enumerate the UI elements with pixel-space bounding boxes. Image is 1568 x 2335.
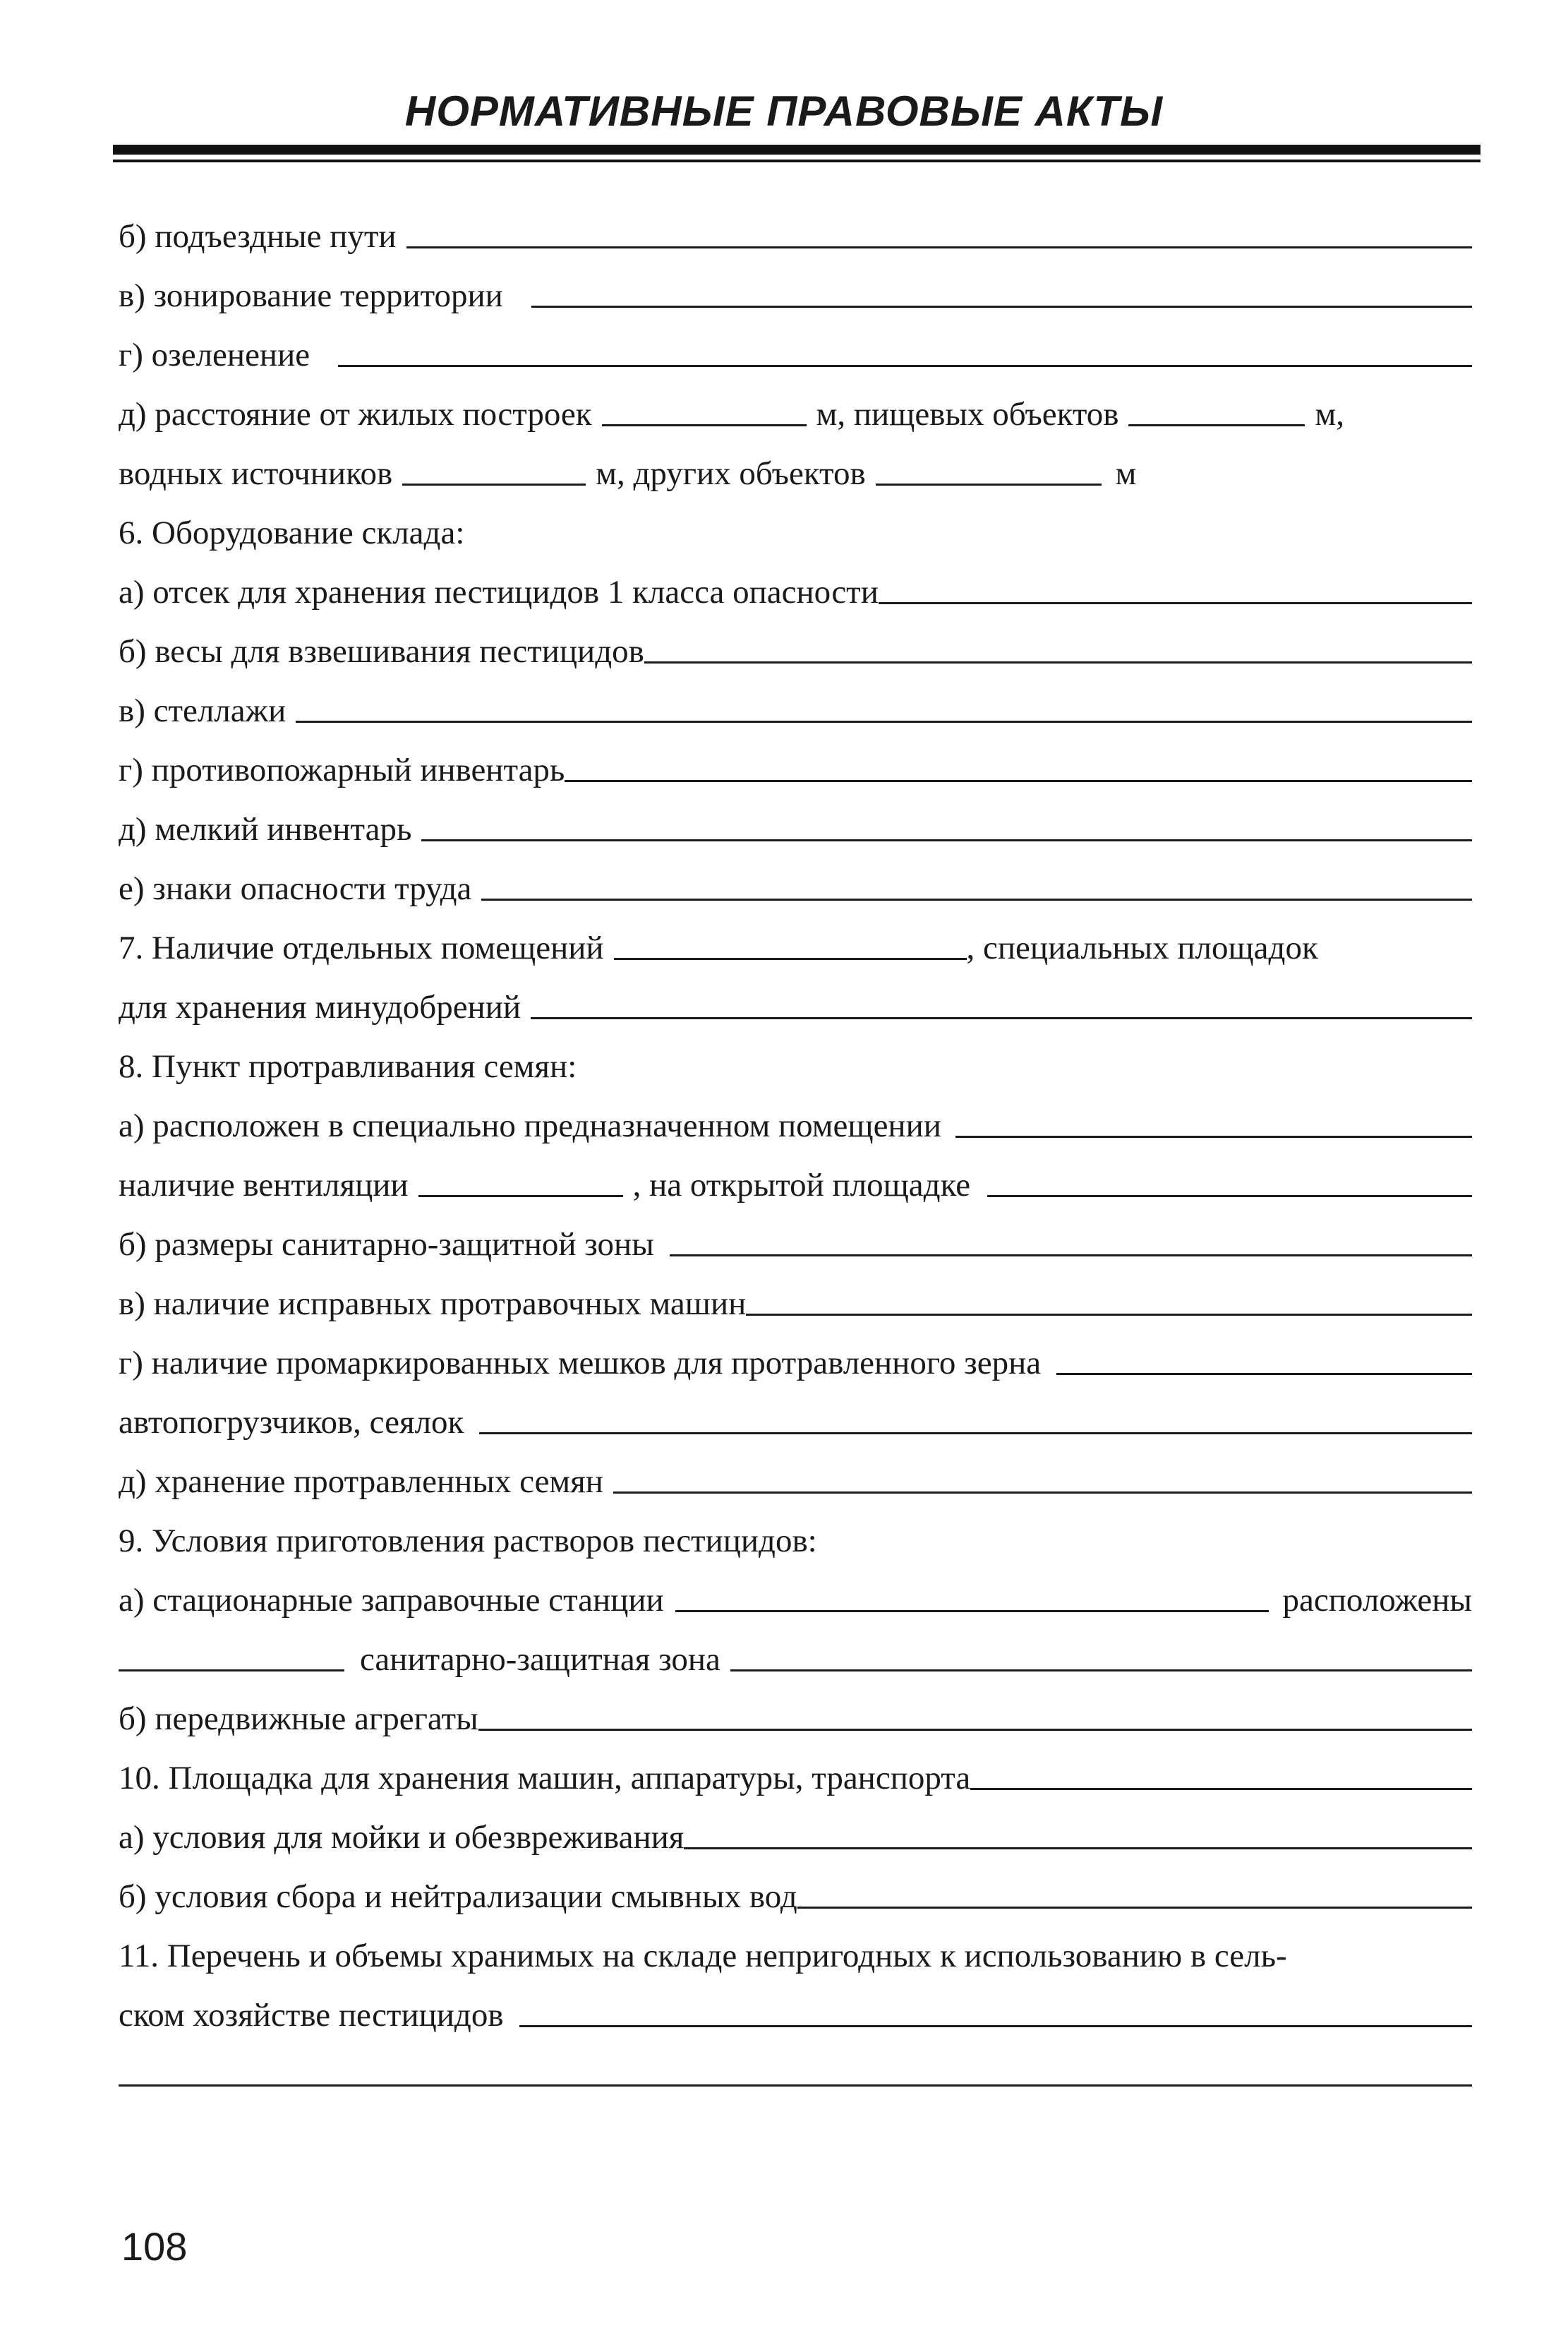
form-line — [119, 1679, 1472, 1738]
line-label: автопогрузчиков, сеялок — [119, 1404, 464, 1441]
line-label: м, пищевых объектов — [816, 396, 1119, 433]
form-line — [119, 908, 1472, 967]
line-label: б) размеры санитарно-защитной зоны — [119, 1226, 654, 1263]
line-label: 7. Наличие отдельных помещений — [119, 930, 604, 967]
page-number: 108 — [121, 2224, 188, 2269]
form-line — [119, 1797, 1472, 1856]
fill-in-blank[interactable] — [987, 1195, 1472, 1197]
line-label: расположены — [1282, 1582, 1472, 1619]
form-line — [119, 1382, 1472, 1441]
line-label: а) отсек для хранения пестицидов 1 класса опасности — [119, 574, 879, 611]
fill-in-blank[interactable] — [613, 1491, 1472, 1494]
form-line — [119, 1560, 1472, 1619]
fill-in-blank[interactable] — [879, 602, 1472, 604]
form-line — [119, 315, 1472, 374]
fill-in-blank[interactable] — [421, 839, 1472, 841]
fill-in-blank[interactable] — [479, 1432, 1472, 1434]
section-heading: 6. Оборудование склада: — [119, 515, 465, 552]
fill-in-blank[interactable] — [670, 1254, 1472, 1256]
form-line — [119, 1145, 1472, 1204]
line-label: м — [1115, 455, 1137, 493]
line-label: г) противопожарный инвентарь — [119, 752, 565, 789]
fill-in-blank[interactable] — [970, 1788, 1472, 1790]
line-label: , специальных площадок — [966, 930, 1318, 967]
line-label: в) наличие исправных протравочных машин — [119, 1285, 747, 1323]
line-label: б) подъездные пути — [119, 218, 397, 256]
fill-in-blank[interactable] — [614, 958, 967, 960]
line-label: м, — [1315, 396, 1344, 433]
form-line — [119, 1916, 1472, 1975]
fill-in-blank[interactable] — [119, 1669, 344, 1671]
line-label: , на открытой площадке — [632, 1167, 971, 1204]
header-rule-thick — [113, 145, 1480, 155]
form-line — [119, 1738, 1472, 1797]
form-line — [119, 2034, 1472, 2094]
fill-in-blank[interactable] — [675, 1610, 1269, 1612]
form-line — [119, 433, 1472, 493]
line-label: для хранения минудобрений — [119, 989, 521, 1026]
form-line — [119, 1204, 1472, 1263]
line-label: наличие вентиляции — [119, 1167, 409, 1204]
form-line — [119, 611, 1472, 671]
form-line — [119, 1975, 1472, 2034]
fill-in-blank[interactable] — [876, 484, 1102, 486]
form-line — [119, 1619, 1472, 1679]
fill-in-blank[interactable] — [602, 424, 807, 426]
line-label: а) условия для мойки и обезвреживания — [119, 1819, 685, 1856]
form-line — [119, 1263, 1472, 1323]
form-line — [119, 256, 1472, 315]
fill-in-blank[interactable] — [402, 484, 586, 486]
form-line — [119, 1086, 1472, 1145]
form-line — [119, 1856, 1472, 1916]
page-header-title: НОРМАТИВНЫЕ ПРАВОВЫЕ АКТЫ — [404, 88, 1164, 135]
form-line — [119, 1323, 1472, 1382]
fill-in-blank[interactable] — [418, 1195, 623, 1197]
line-label: д) хранение протравленных семян — [119, 1463, 603, 1501]
line-label: санитарно-защитная зона — [360, 1641, 720, 1679]
line-label: в) стеллажи — [119, 692, 287, 730]
fill-in-blank[interactable] — [481, 899, 1472, 901]
fill-in-blank[interactable] — [1128, 424, 1305, 426]
form-line — [119, 848, 1472, 908]
line-label: а) расположен в специально предназначенном помещении — [119, 1108, 941, 1145]
line-label: в) зонирование территории — [119, 277, 503, 315]
section-heading: 8. Пункт протравливания семян: — [119, 1048, 577, 1086]
fill-in-blank[interactable] — [531, 306, 1472, 308]
form-line — [119, 789, 1472, 848]
form-line — [119, 493, 1472, 552]
fill-in-blank[interactable] — [531, 1017, 1472, 1019]
fill-in-blank[interactable] — [955, 1136, 1472, 1138]
section-heading: 9. Условия приготовления растворов пестицидов: — [119, 1523, 817, 1560]
fill-in-blank[interactable] — [644, 661, 1472, 664]
fill-in-blank[interactable] — [519, 2025, 1472, 2027]
section-heading: 11. Перечень и объемы хранимых на складе непригодных к использованию в сель- — [119, 1938, 1287, 1975]
line-label: г) наличие промаркированных мешков для протравленного зерна — [119, 1345, 1042, 1382]
fill-in-blank[interactable] — [338, 365, 1472, 367]
form-line — [119, 374, 1472, 433]
fill-in-blank[interactable] — [565, 780, 1472, 782]
line-label: е) знаки опасности труда — [119, 870, 472, 908]
line-label: д) расстояние от жилых построек — [119, 396, 592, 433]
header-rule-thin — [113, 160, 1480, 162]
line-label: д) мелкий инвентарь — [119, 811, 412, 848]
fill-in-blank[interactable] — [1056, 1373, 1472, 1375]
fill-in-blank[interactable] — [478, 1729, 1472, 1731]
line-label: г) озеленение — [119, 337, 310, 374]
line-label: а) стационарные заправочные станции — [119, 1582, 664, 1619]
form-line — [119, 967, 1472, 1026]
fill-in-blank[interactable] — [797, 1907, 1472, 1909]
form-line — [119, 671, 1472, 730]
form-line — [119, 730, 1472, 789]
form-body — [119, 196, 1472, 2094]
form-line — [119, 1026, 1472, 1086]
section-heading: 10. Площадка для хранения машин, аппаратуры, транспорта — [119, 1760, 971, 1797]
line-label: ском хозяйстве пестицидов — [119, 1997, 504, 2034]
line-label: б) передвижные агрегаты — [119, 1700, 478, 1738]
form-line — [119, 1501, 1472, 1560]
fill-in-blank[interactable] — [746, 1314, 1472, 1316]
fill-in-blank[interactable] — [296, 721, 1472, 723]
fill-in-blank[interactable] — [684, 1847, 1472, 1849]
line-label: б) условия сбора и нейтрализации смывных вод — [119, 1878, 797, 1916]
fill-in-blank[interactable] — [406, 246, 1472, 248]
form-line — [119, 552, 1472, 611]
line-label: водных источников — [119, 455, 393, 493]
fill-in-blank[interactable] — [119, 2084, 1472, 2087]
line-label: м, других объектов — [596, 455, 866, 493]
form-line — [119, 196, 1472, 256]
line-label: б) весы для взвешивания пестицидов — [119, 633, 644, 671]
fill-in-blank[interactable] — [730, 1669, 1472, 1671]
form-line — [119, 1441, 1472, 1501]
